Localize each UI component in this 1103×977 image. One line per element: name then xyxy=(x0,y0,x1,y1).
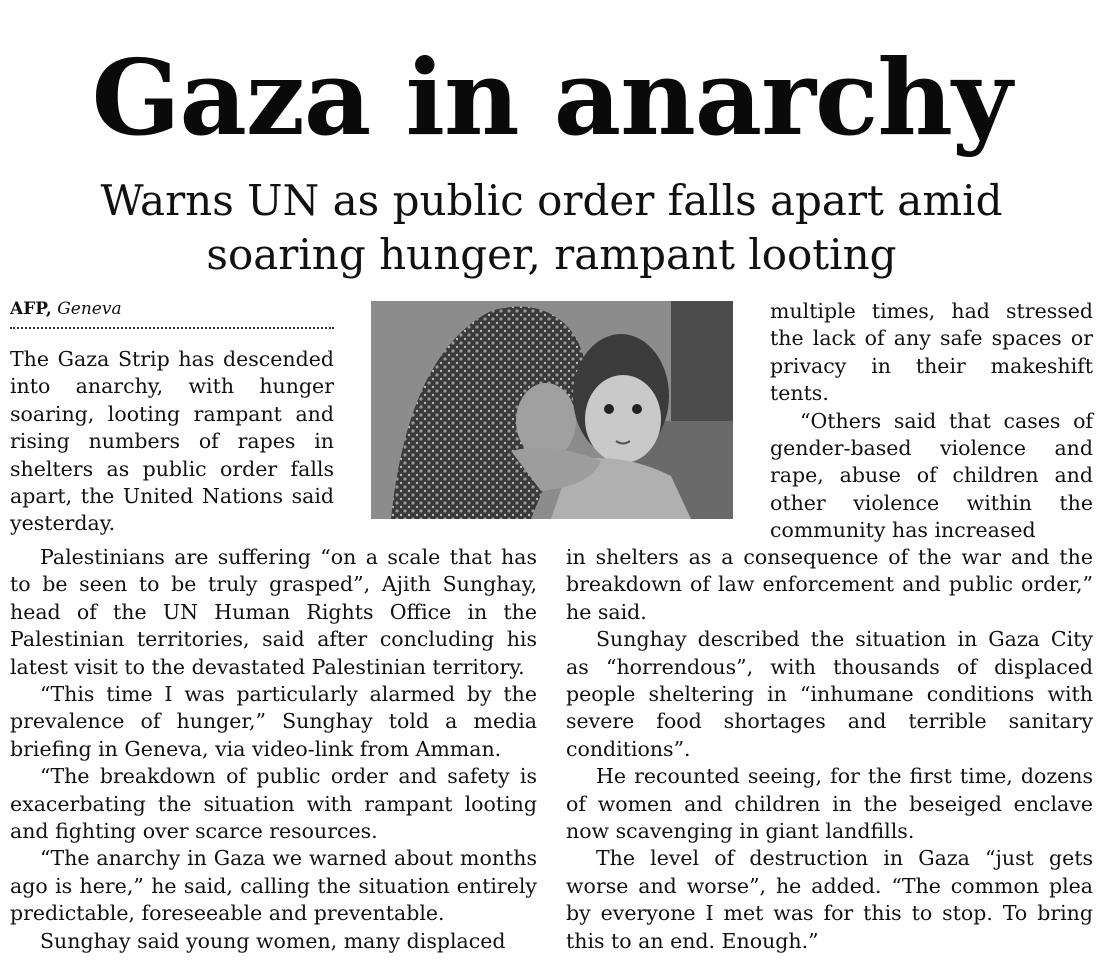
article-paragraph: The Gaza Strip has descended into anarchy, with hunger soaring, looting rampant and rising numbers of rapes in shelters as public order falls apart, the United Nations said yesterday. xyxy=(10,347,334,536)
article-paragraph: He recounted seeing, for the first time, dozens of women and children in the beseiged enclave now scavenging in giant landfills. xyxy=(566,764,1093,844)
article-column-1-top xyxy=(10,346,334,538)
article-paragraph: “This time I was particularly alarmed by the prevalence of hunger,” Sunghay told a media briefing in Geneva, via video-link from Amman. xyxy=(10,682,537,761)
article-paragraph: Sunghay described the situation in Gaza City as “horrendous”, with thousands of displaced people sheltering in “inhumane conditions with severe food shortages and terrible sanitary conditions”. xyxy=(566,627,1093,761)
article-paragraph: The level of destruction in Gaza “just gets worse and worse”, he added. “The common plea by everyone I met was for this to stop. To bring this to an end. Enough.” xyxy=(566,846,1093,953)
article-paragraph: in shelters as a consequence of the war and the breakdown of law enforcement and public order,” he said. xyxy=(566,545,1093,624)
woman-and-child-image xyxy=(371,301,733,519)
article-paragraph: Palestinians are suffering “on a scale that has to be seen to be truly grasped”, Ajith Sunghay, head of the UN Human Rights Office in the Palestinian territories, said after concluding his latest visit to the devastated Palestinian territory. xyxy=(10,545,537,679)
article-column-2-top xyxy=(770,298,1093,545)
article-column-2-bottom xyxy=(566,544,1093,955)
article-paragraph: Sunghay said young women, many displaced xyxy=(40,928,506,953)
byline xyxy=(10,297,334,329)
byline-city: Geneva xyxy=(57,299,122,319)
news-photo xyxy=(371,301,733,519)
article-column-1-bottom xyxy=(10,544,537,955)
subheadline: Warns UN as public order falls apart amid soaring hunger, rampant looting xyxy=(100,176,1003,279)
article-paragraph: “The breakdown of public order and safety is exacerbating the situation with rampant looting and fighting over scarce resources. xyxy=(10,764,537,844)
article-paragraph: “The anarchy in Gaza we warned about months ago is here,” he said, calling the situation entirely predictable, foreseeable and preventable. xyxy=(10,846,537,926)
headline: Gaza in anarchy xyxy=(91,36,1012,159)
byline-agency: AFP, xyxy=(10,299,52,319)
article-paragraph: “Others said that cases of gender-based violence and rape, abuse of children and other violence within the community has increased xyxy=(770,408,1093,543)
article-paragraph: multiple times, had stressed the lack of any safe spaces or privacy in their makeshift tents. xyxy=(770,299,1093,406)
